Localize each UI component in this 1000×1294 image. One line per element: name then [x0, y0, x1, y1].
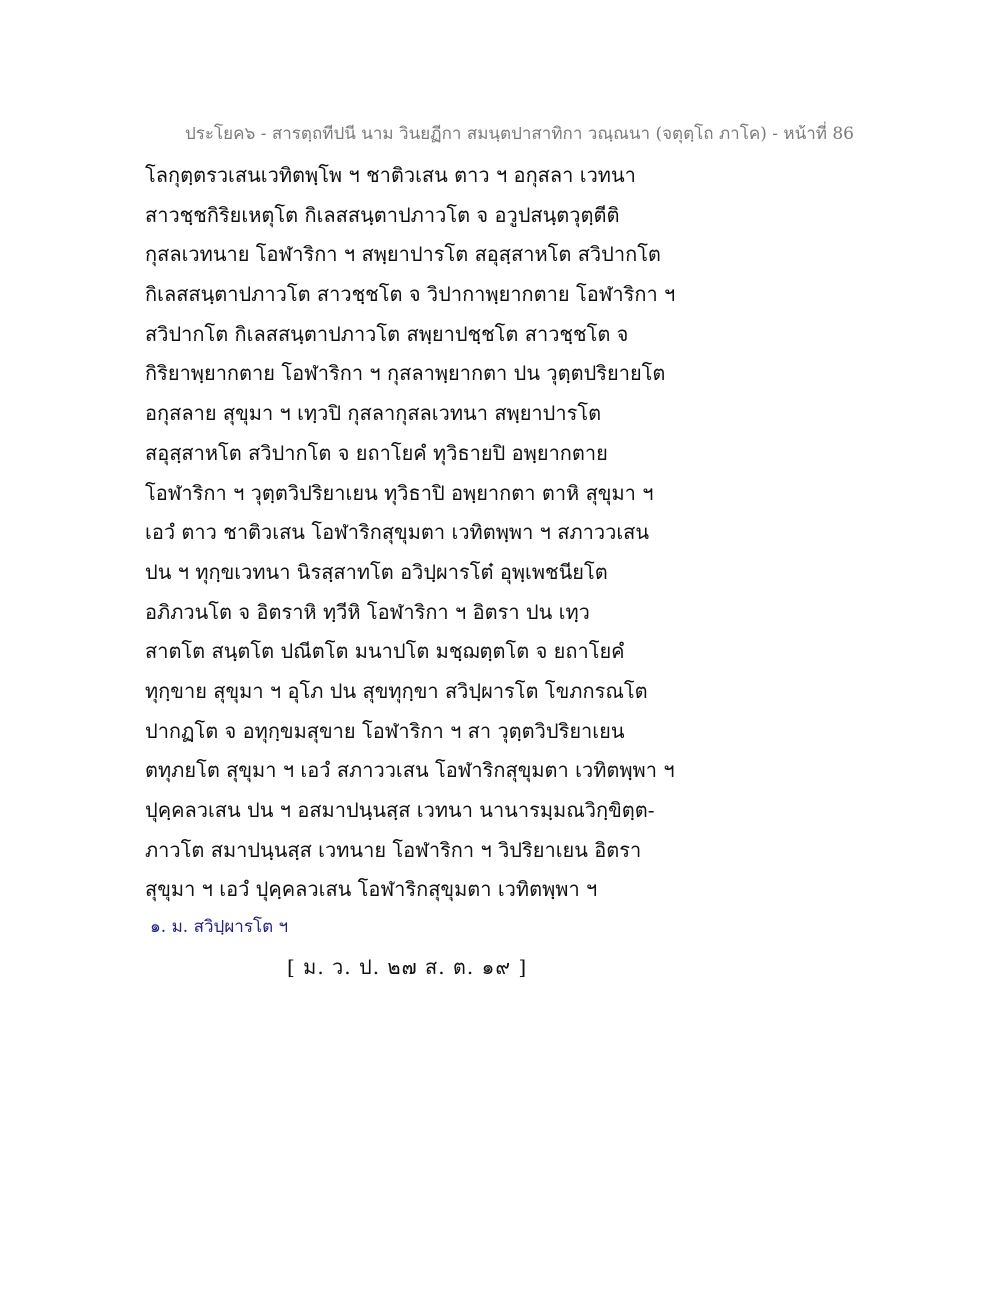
text-line: อกุสลาย สุขุมา ฯ เทฺวปิ กุสลากุสลเวทนา สพฺยาปารโต — [145, 401, 602, 426]
page-reference: [ ม. ว. ป. ๒๗ ส. ต. ๑๙ ] — [287, 955, 528, 979]
text-line: ปุคฺคลวเสน ปน ฯ อสมาปนฺนสฺส เวทนา นานารมฺมณวิกฺขิตฺต- — [145, 798, 655, 822]
body-text — [145, 156, 705, 910]
text-line: กิริยาพฺยากตาย โอฬาริกา ฯ กุสลาพฺยากตา ปน วุตฺตปริยายโต — [145, 361, 666, 386]
text-line: ทุกฺขาย สุขุมา ฯ อุโภ ปน สุขทุกฺขา สวิปฺผารโต โขภกรณโต — [145, 678, 648, 703]
text-line: ภาวโต สมาปนฺนสฺส เวทนาย โอฬาริกา ฯ วิปริยาเยน อิตรา — [145, 837, 642, 862]
page-header: ประโยค๖ - สารตฺถทีปนี นาม วินยฏีกา สมนฺตปาสาทิกา วณฺณนา (จตุตฺโถ ภาโค) - หน้าที่ 86 — [185, 124, 854, 144]
text-line: กิเลสสนฺตาปภาวโต สาวชฺชโต จ วิปากาพฺยากตาย โอฬาริกา ฯ — [145, 282, 676, 307]
text-line: กุสลเวทนาย โอฬาริกา ฯ สพฺยาปารโต สอุสฺสาหโต สวิปากโต — [145, 242, 661, 267]
text-line: ปน ฯ ทุกฺขเวทนา นิรสฺสาทโต อวิปฺผารโต๋ อุพฺเพชนียโต — [145, 559, 608, 584]
footnote: ๑. ม. สวิปฺผารโต ฯ — [150, 917, 289, 937]
text-line: โลกุตฺตรวเสนเวทิตพฺโพ ฯ ชาติวเสน ตาว ฯ อกุสลา เวทนา — [145, 163, 636, 187]
text-line: เอวํ ตาว ชาติวเสน โอฬาริกสุขุมตา เวทิตพฺพา ฯ สภาววเสน — [145, 520, 650, 545]
text-line: สอุสฺสาหโต สวิปากโต จ ยถาโยคํ ทุวิธายปิ อพฺยากตาย — [145, 440, 608, 465]
text-line: โอฬาริกา ฯ วุตฺตวิปริยาเยน ทุวิธาปิ อพฺยากตา ตาหิ สุขุมา ฯ — [145, 480, 654, 505]
text-line: ตทุภยโต สุขุมา ฯ เอวํ สภาววเสน โอฬาริกสุขุมตา เวทิตพฺพา ฯ — [145, 758, 675, 783]
text-line: สาตโต สนฺตโต ปณีตโต มนาปโต มชฺฌตฺตโต จ ยถาโยคํ — [145, 639, 625, 664]
text-line: สุขุมา ฯ เอวํ ปุคฺคลวเสน โอฬาริกสุขุมตา เวทิตพฺพา ฯ — [145, 877, 598, 902]
text-line: อภิภวนโต จ อิตราหิ ทฺวีหิ โอฬาริกา ฯ อิตรา ปน เทฺว — [145, 599, 590, 624]
text-line: สาวชฺชกิริยเหตุโต กิเลสสนฺตาปภาวโต จ อวูปสนฺตวุตฺตีติ — [145, 202, 620, 227]
text-line: สวิปากโต กิเลสสนฺตาปภาวโต สพฺยาปชฺชโต สาวชฺชโต จ — [145, 321, 629, 346]
text-line: ปากฏโต จ อทุกฺขมสุขาย โอฬาริกา ฯ สา วุตฺตวิปริยาเยน — [145, 718, 625, 743]
